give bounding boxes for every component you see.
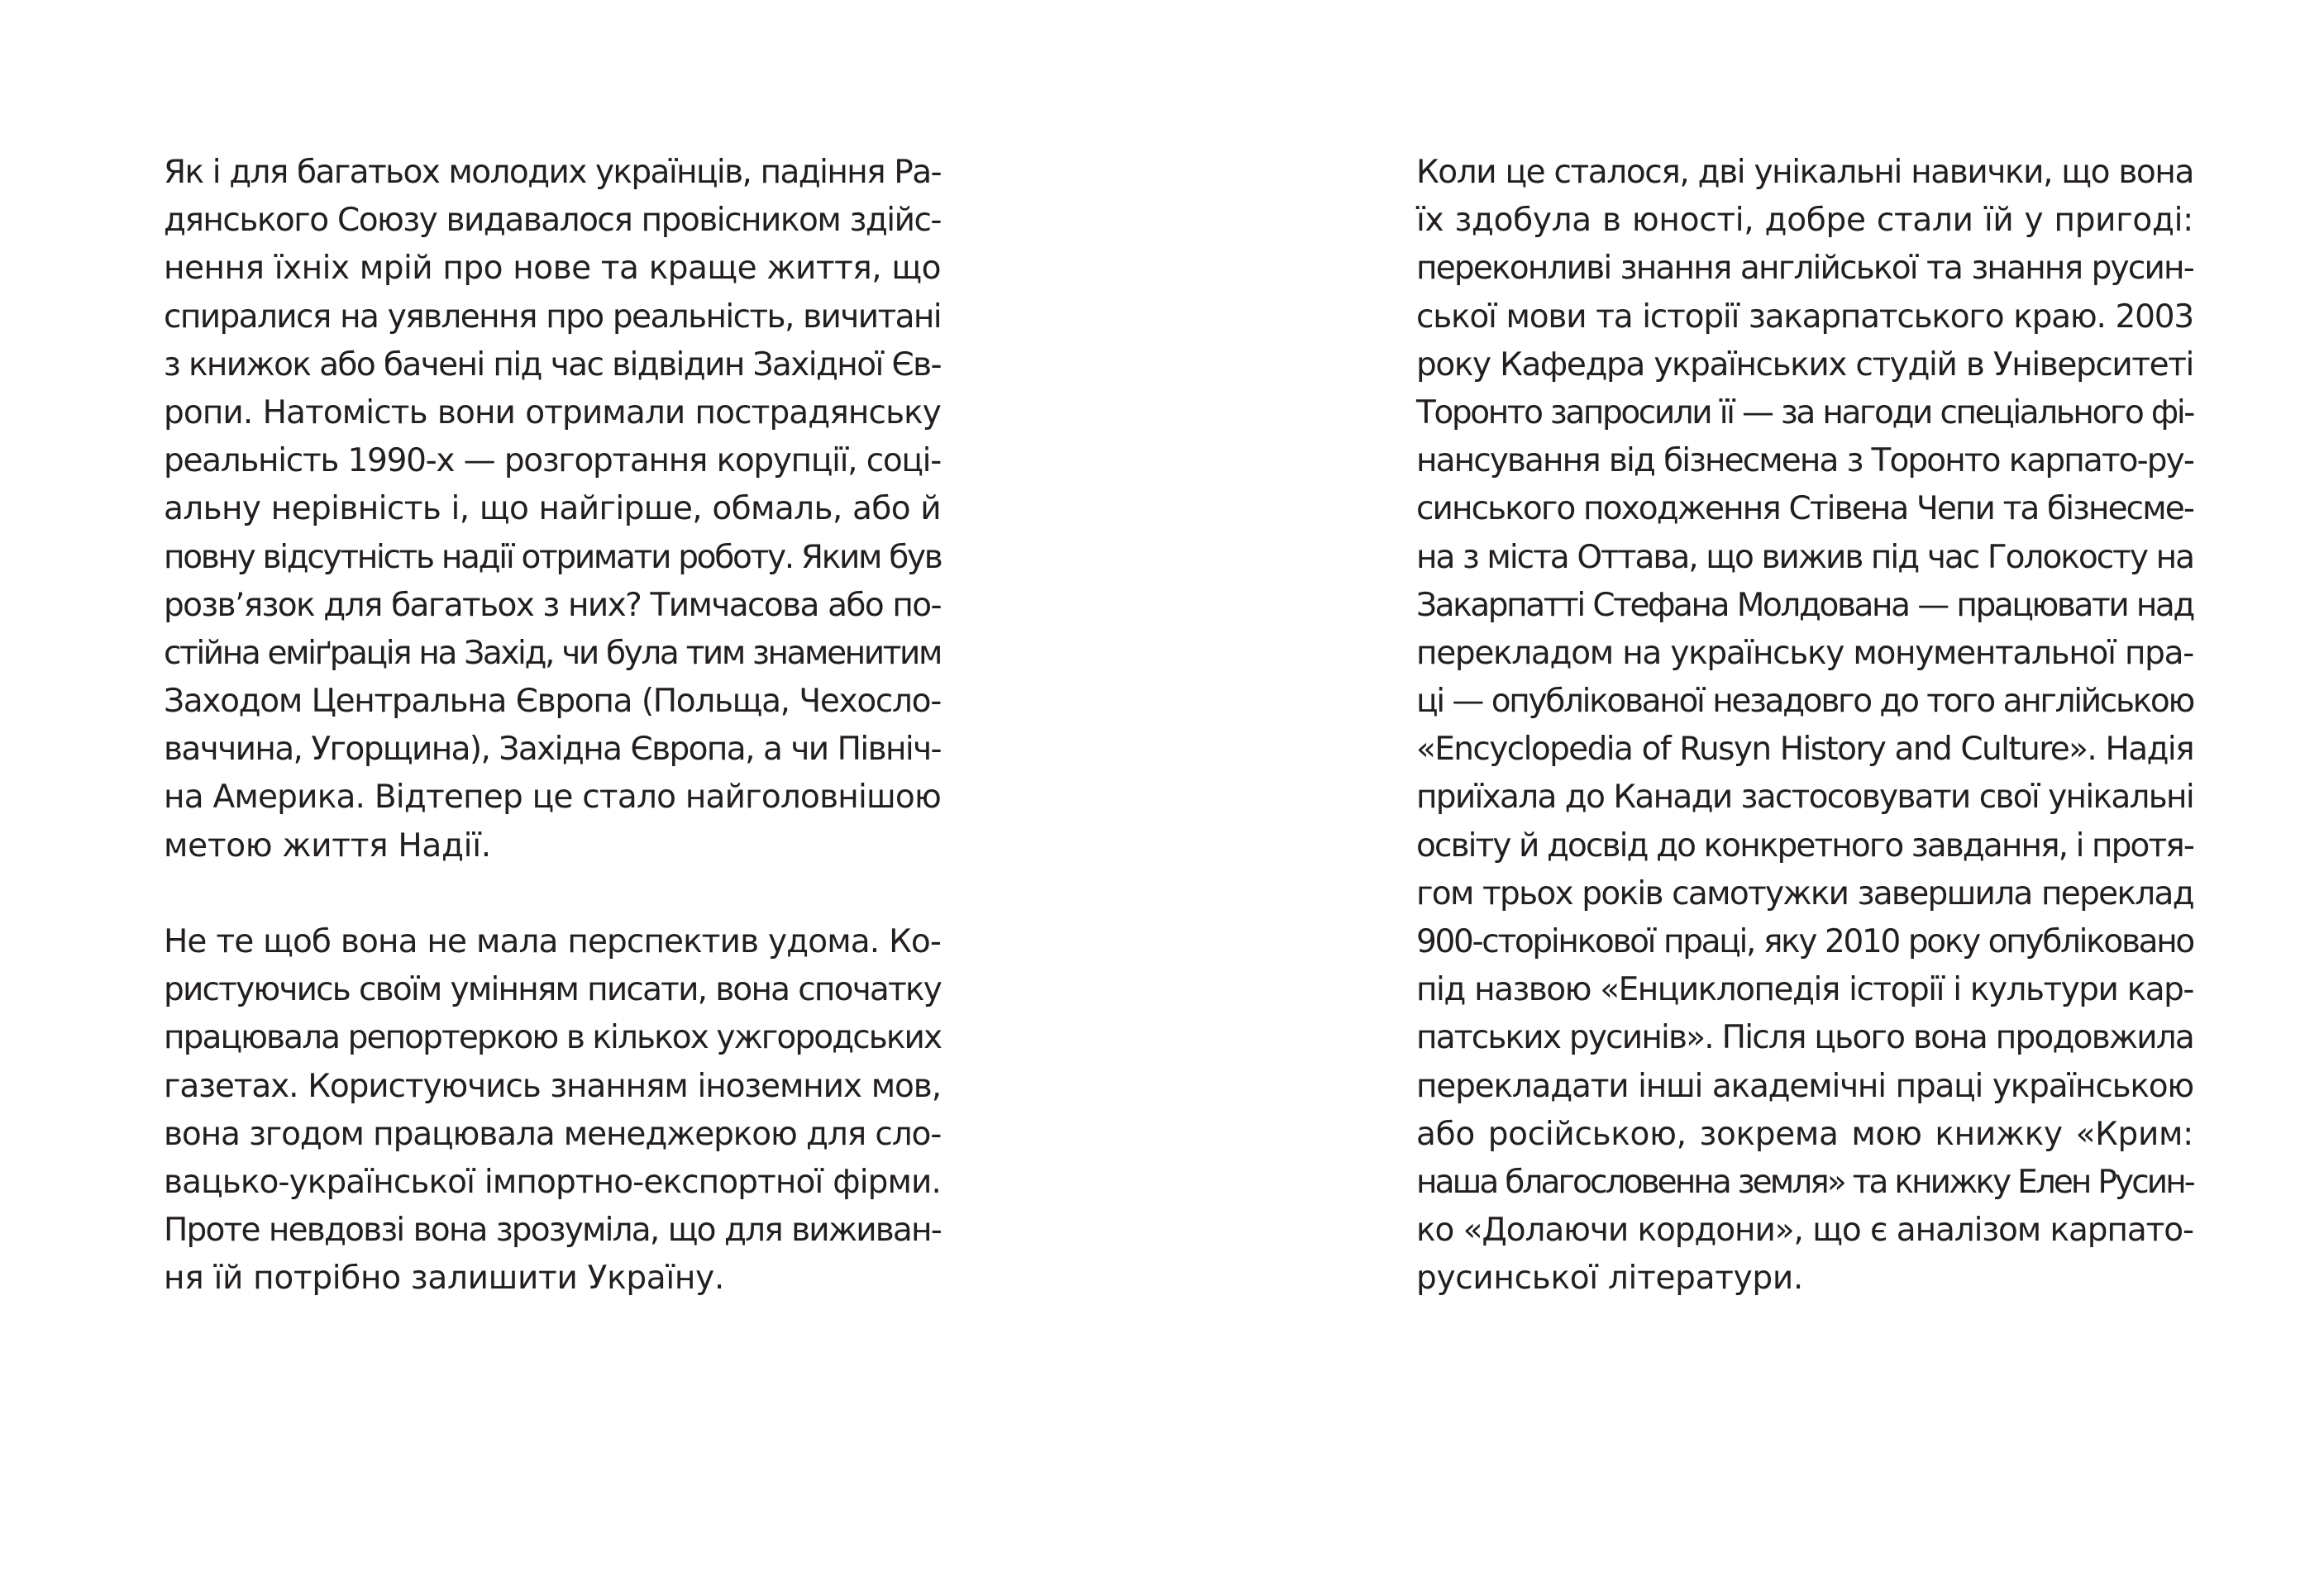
- text-line: гом трьох років самотужки завершила переклад: [1416, 874, 2193, 912]
- text-line: переконливі знання англійської та знання русин-: [1416, 250, 2193, 288]
- text-line: освіту й досвід до конкретного завдання, і протя-: [1416, 826, 2194, 865]
- text-line: Закарпатті Стефана Молдована — працювати над: [1416, 586, 2193, 624]
- text-line: на з міста Оттава, що вижив під час Голокосту на: [1416, 538, 2193, 576]
- paragraph-gap: [164, 870, 941, 918]
- text-line: ваччина, Угорщина), Західна Європа, а чи Північ-: [164, 731, 941, 769]
- text-line: або російською, зокрема мою книжку «Крим:: [1416, 1115, 2193, 1153]
- text-line: року Кафедра українських студій в Університеті: [1416, 345, 2193, 383]
- text-line: ської мови та історії закарпатського краю. 2003: [1416, 298, 2193, 336]
- left-text-column: [164, 149, 941, 1303]
- text-line: патських русинів». Після цього вона продовжила: [1416, 1019, 2193, 1057]
- text-line: Коли це сталося, дві унікальні навички, що вона: [1416, 154, 2193, 191]
- text-line: на Америка. Відтепер це стало найголовнішою: [164, 779, 941, 817]
- text-line: ропи. Натомість вони отримали пострадянську: [164, 393, 941, 431]
- text-line: ці — опублікованої незадовго до того англійською: [1416, 683, 2193, 721]
- text-line: Не те щоб вона не мала перспектив удома. Ко-: [164, 923, 941, 960]
- text-line: Торонто запросили її — за нагоди спеціального фі-: [1416, 393, 2193, 431]
- text-line: ня їй потрібно залишити Україну.: [164, 1260, 725, 1298]
- text-line: спиралися на уявлення про реальність, вичитані: [164, 298, 941, 336]
- text-line: метою життя Надії.: [164, 826, 491, 865]
- text-line: нансування від бізнесмена з Торонто карпато-ру-: [1416, 442, 2193, 480]
- text-line: Заходом Центральна Європа (Польща, Чехосло-: [164, 683, 941, 721]
- right-text-column: [1416, 149, 2193, 1303]
- text-line: приїхала до Канади застосовувати свої унікальні: [1416, 779, 2193, 817]
- text-line: вацько-української імпортно-експортної фірми.: [164, 1163, 941, 1201]
- text-line: їх здобула в юності, добре стали їй у пригоді:: [1416, 202, 2193, 240]
- text-line: ко «Долаючи кордони», що є аналізом карпато-: [1416, 1212, 2193, 1250]
- text-line: альну нерівність і, що найгірше, обмаль, або й: [164, 490, 941, 528]
- text-line: наша благословенна земля» та книжку Елен Русин-: [1416, 1163, 2193, 1201]
- text-line: дянського Союзу видавалося провісником здійс-: [164, 202, 941, 240]
- text-line: русинської літератури.: [1416, 1260, 1804, 1298]
- text-line: синського походження Стівена Чепи та бізнесме-: [1416, 490, 2193, 528]
- text-line: перекладом на українську монументальної пра-: [1416, 634, 2193, 672]
- text-line: реальність 1990-х — розгортання корупції, соці-: [164, 442, 941, 480]
- text-line: газетах. Користуючись знанням іноземних мов,: [164, 1067, 941, 1105]
- text-line: стійна еміґрація на Захід, чи була тим знаменитим: [164, 634, 941, 672]
- text-line: з книжок або бачені під час відвідин Західної Єв-: [164, 345, 941, 383]
- text-line: розв’язок для багатьох з них? Тимчасова або по-: [164, 586, 941, 624]
- text-line: Як і для багатьох молодих українців, падіння Ра-: [164, 154, 941, 191]
- left-paragraph-2: [164, 918, 941, 1303]
- text-line: перекладати інші академічні праці українською: [1416, 1067, 2193, 1105]
- text-line: 900-сторінкової праці, яку 2010 року опубліковано: [1416, 923, 2193, 960]
- right-paragraph-1: [1416, 149, 2193, 1303]
- text-line: ристуючись своїм умінням писати, вона спочатку: [164, 971, 941, 1009]
- text-line: під назвою «Енциклопедія історії і культури кар-: [1416, 971, 2193, 1009]
- text-line: «Encyclopedia of Rusyn History and Culture». Надія: [1416, 731, 2193, 769]
- text-line: повну відсутність надії отримати роботу. Яким був: [164, 538, 942, 576]
- text-line: нення їхніх мрій про нове та краще життя, що: [164, 250, 941, 288]
- text-line: Проте невдовзі вона зрозуміла, що для виживан-: [164, 1212, 941, 1250]
- left-paragraph-1: [164, 149, 941, 870]
- text-line: працювала репортеркою в кількох ужгородських: [164, 1019, 942, 1057]
- text-line: вона згодом працювала менеджеркою для сло-: [164, 1115, 942, 1153]
